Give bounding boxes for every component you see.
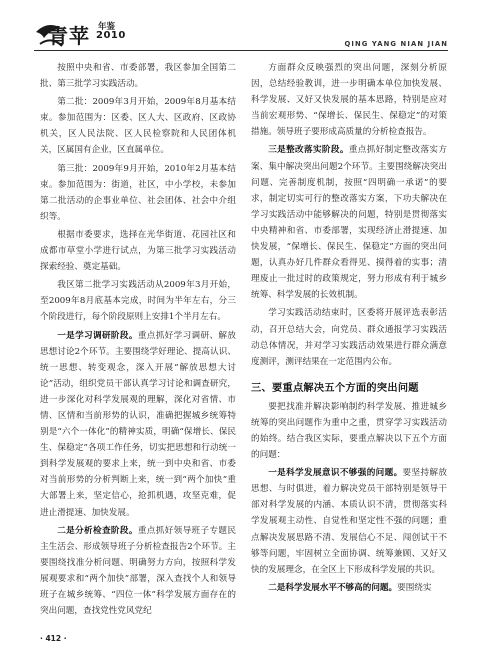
logo-label: 年鉴	[98, 22, 116, 32]
paragraph: 二是分析检查阶段。重点抓好领导班子专题民主生活会、形成领导班子分析检查报告2个环节。主要围绕找准分析问题、明确努力方向，按照科学发展观要求和“两个加快”部署，深入查找个人和领导班子在城乡统筹、“四位一体”科学发展方面存在的突出问题，查找党性党风党纪	[40, 525, 236, 617]
paragraph: 一是学习调研阶段。重点抓好学习调研、解放思想讨论2个环节。主要围绕学好理论、提高认识、统一思想、转变观念，深入开展“解放思想大讨论”活动，组织党员干部认真学习讨论和调查研究，进一步深化对科学发展观的理解，深化对省情、市情、区情和当前形势的认识，准确把握城乡统筹特别是“六个一体化”的精神实质，明确“保增长、保民生、保稳定”各项工作任务，切实把思想和行动统一到科学发展观的要求上来，统一到中央和省、市委对当前形势的分析判断上来，统一到“两个加快”重大部署上来，坚定信心，抢抓机遇，攻坚克难，促进止滑提速、加快发展。	[40, 330, 236, 518]
paragraph-lead: 二是科学发展水平不够高的问题。	[268, 582, 398, 593]
paragraph: 一是科学发展意识不够强的问题。要坚持解放思想、与时俱进，着力解决党员干部特别是领导干部对科学发展的内涵、本质认识不清，贯彻落实科学发展观主动性、自觉性和坚定性不强的问题；重点解决发展思路不清、发展信心不足、闯创试干不够等问题，牢固树立全面协调、统筹兼顾、又好又快的发展理念，在全区上下形成科学发展的共识。	[251, 468, 447, 575]
paragraph: 我区第二批学习实践活动从2009年3月开始，至2009年8月底基本完成，时间为半年左右，分三个阶段进行，每个阶段原则上安排1个半月左右。	[40, 280, 236, 323]
running-head: QING YANG NIAN JIAN	[344, 40, 448, 48]
paragraph: 三是整改落实阶段。重点抓好制定整改落实方案、集中解决突出问题2个环节。主要围绕解决突出问题、完善制度机制，按照“四明确一承诺”的要求，制定切实可行的整改落实方案，下功夫解决在学习实践活动中能够解决的问题，特别是贯彻落实中央精神和省、市委部署，实现经济止滑提速、加快发展，“保增长、保民生、保稳定”方面的突出问题，认真办好几件群众看得见、摸得着的实事；清理废止一批过时的政策规定，努力形成有利于城乡统筹、科学发展的长效机制。	[251, 145, 447, 301]
paragraph: 第三批：2009年9月开始，2010年2月基本结束。参加范围为：街道，社区，中小学校，未参加第二批活动的企事业单位、社会团体、社会中介组织等。	[40, 163, 236, 222]
left-column	[40, 60, 236, 621]
page-number: · 412 ·	[40, 634, 67, 643]
paragraph: 学习实践活动结束时，区委将开展评选表彰活动，召开总结大会，向党员、群众通报学习实践活动总体情况，并对学习实践活动效果进行群众满意度测评，测评结果在一定范围内公布。	[251, 308, 447, 367]
paragraph: 第二批：2009年3月开始，2009年8月基本结束。参加范围为：区委、区人大、区政府、区政协机关，区人民法院、区人民检察院和人民团体机关，区属国有企业，区直属单位。	[40, 97, 236, 156]
paragraph: 按照中央和省、市委部署，我区参加全国第二批、第三批学习实践活动。	[40, 63, 236, 90]
paragraph-lead: 一是学习调研阶段。	[57, 330, 138, 341]
paragraph-lead: 二是分析检查阶段。	[57, 525, 138, 536]
logo-text: 青苹	[48, 24, 90, 48]
paragraph: 方面群众反映强烈的突出问题，深刻分析原因，总结经验教训，进一步明确本单位加快发展、科学发展、又好又快发展的基本思路，特别是应对当前宏观形势、“保增长、保民生、保稳定”的对策措施。领导班子要形成高质量的分析检查报告。	[251, 63, 447, 138]
paragraph-lead: 三是整改落实阶段。	[268, 145, 349, 156]
right-column	[251, 60, 447, 598]
logo-year: 2010	[96, 30, 126, 41]
paragraph: 二是科学发展水平不够高的问题。要围绕实	[268, 582, 432, 593]
paragraph: 要把找准并解决影响制约科学发展、推进城乡统筹的突出问题作为重中之重，贯穿学习实践活动的始终。结合我区实际，要重点解决以下五个方面的问题：	[251, 401, 447, 461]
section-title: 三、要重点解决五个方面的突出问题	[251, 382, 419, 394]
paragraph: 根据市委要求，选择在光华街道、花园社区和成都市草堂小学进行试点，为第三批学习实践活动探索经验、奠定基础。	[40, 229, 236, 273]
paragraph-lead: 一是科学发展意识不够强的问题。	[268, 468, 403, 479]
page-header	[0, 0, 480, 52]
header-rule	[34, 50, 448, 51]
